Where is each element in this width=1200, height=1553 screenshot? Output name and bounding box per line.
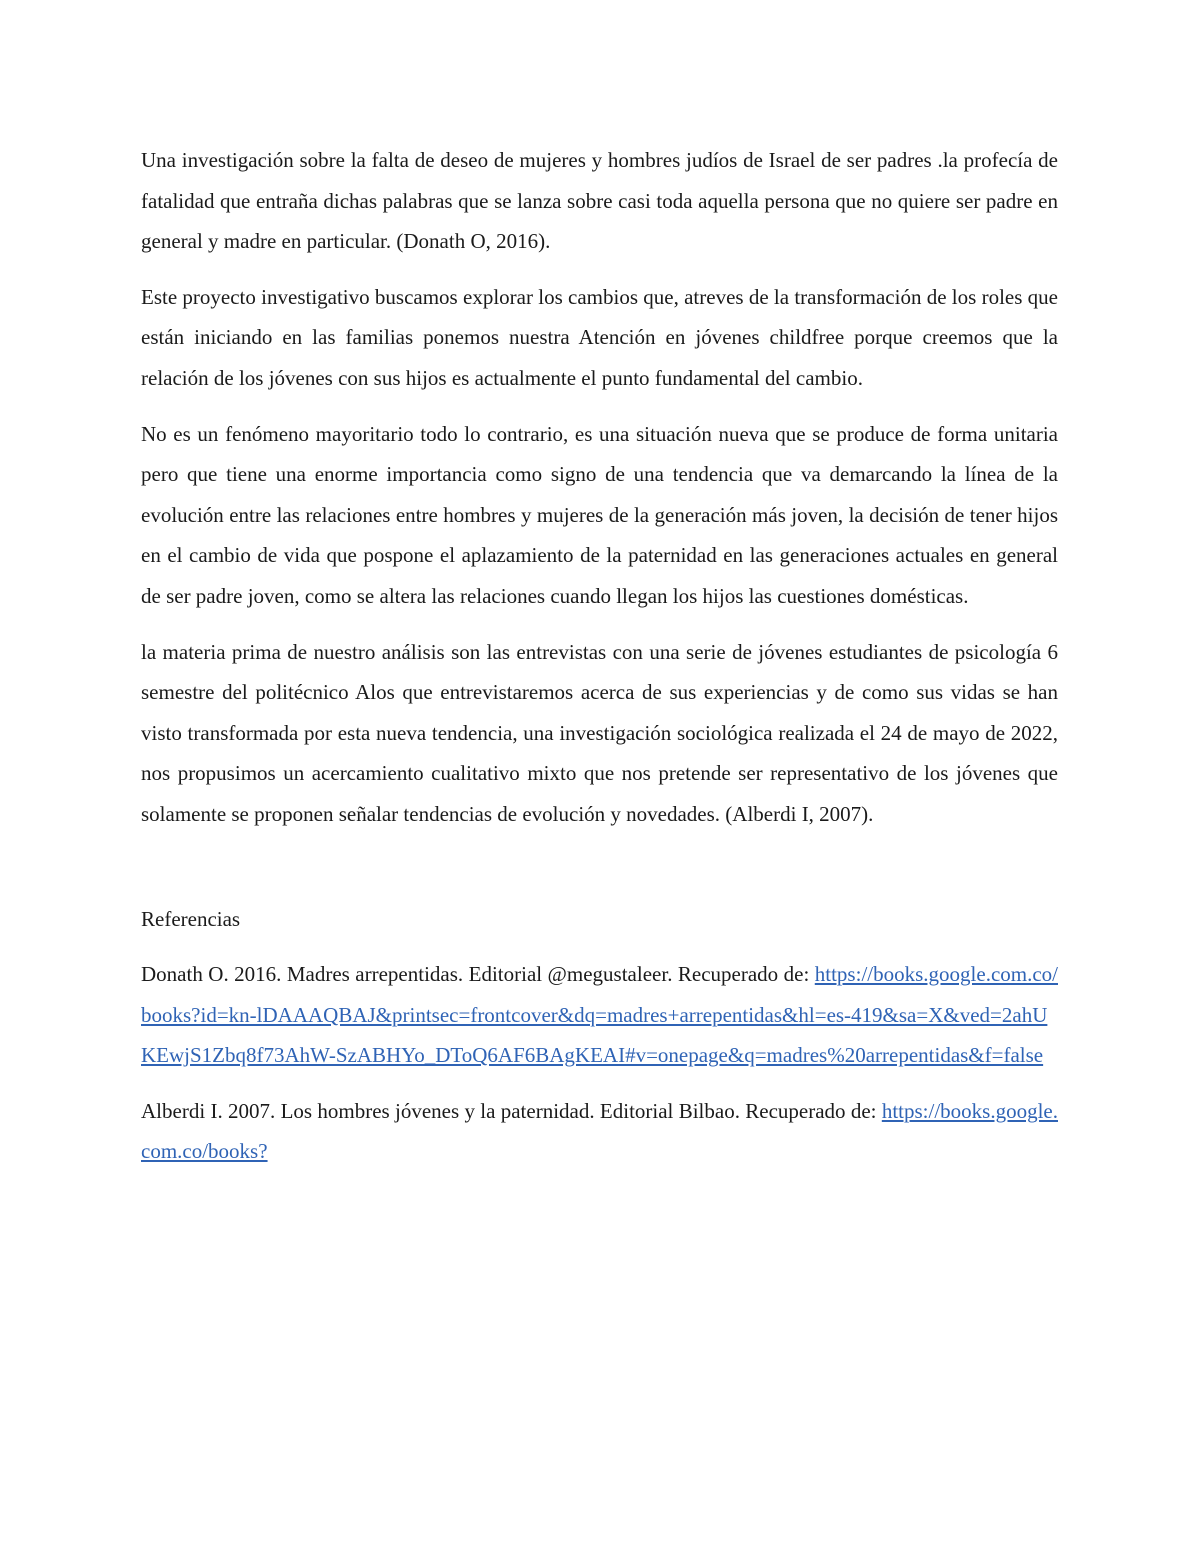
paragraph-project: Este proyecto investigativo buscamos explorar los cambios que, atreves de la transformación de los roles que están iniciando en las familias ponemos nuestra Atención en jóvenes childfree porque creemos que la relación de los jóvenes con sus hijos es actualmente el punto fundamental del cambio. — [141, 284, 1058, 390]
document-page — [141, 140, 1058, 1187]
reference-text: Donath O. 2016. Madres arrepentidas. Editorial @megustaleer. Recuperado de: — [141, 962, 810, 987]
reference-donath — [141, 954, 1058, 1076]
paragraph-phenomenon: No es un fenómeno mayoritario todo lo contrario, es una situación nueva que se produce de forma unitaria pero que tiene una enorme importancia como signo de una tendencia que va demarcando la línea de la evolución entre las relaciones entre hombres y mujeres de la generación más joven, la decisión de tener hijos en el cambio de vida que pospone el aplazamiento de la paternidad en las generaciones actuales en general de ser padre joven, como se altera las relaciones cuando llegan los hijos las cuestiones domésticas. — [141, 421, 1058, 608]
reference-link[interactable]: https://books.google.com.co/books?id=kn-lDAAAQBAJ&printsec=frontcover&dq=madres+arrepentidas&hl=es-419&sa=X&ved=2ahUKEwjS1Zbq8f73AhW-SzABHYo_DToQ6AF6BAgKEAI#v=onepage&q=madres%20arrepentidas&f=false — [141, 962, 1058, 1068]
paragraph-method: la materia prima de nuestro análisis son las entrevistas con una serie de jóvenes estudiantes de psicología 6 semestre del politécnico Alos que entrevistaremos acerca de sus experiencias y de como sus vidas se han visto transformada por esta nueva tendencia, una investigación sociológica realizada el 24 de mayo de 2022, nos propusimos un acercamiento cualitativo mixto que nos pretende ser representativo de los jóvenes que solamente se proponen señalar tendencias de evolución y novedades. (Alberdi I, 2007). — [141, 639, 1058, 826]
references-heading: Referencias — [141, 906, 241, 931]
reference-alberdi — [141, 1091, 1058, 1172]
paragraph-intro: Una investigación sobre la falta de deseo de mujeres y hombres judíos de Israel de ser padres .la profecía de fatalidad que entraña dichas palabras que se lanza sobre casi toda aquella persona que no quiere ser padre en general y madre en particular. (Donath O, 2016). — [141, 148, 1058, 254]
reference-text: Alberdi I. 2007. Los hombres jóvenes y la paternidad. Editorial Bilbao. Recuperado de: — [141, 1098, 877, 1123]
reference-link[interactable]: https://books.google.com.co/books? — [141, 1098, 1058, 1164]
